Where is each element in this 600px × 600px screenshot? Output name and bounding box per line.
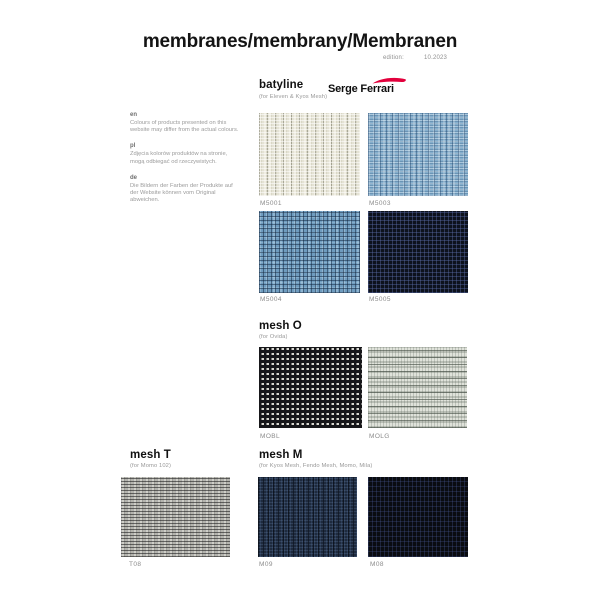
disclaimer-de-text: Die Bildern der Farben der Produkte auf der Website können vom Original abweichen. [130, 182, 233, 204]
section-subtitle-batyline: (for Eleven & Kyos Mesh) [259, 94, 328, 100]
swatch-code-m5005: M5005 [369, 296, 391, 303]
swatch-code-molg: MOLG [369, 433, 390, 440]
fabric-swatch-molg [368, 347, 467, 428]
swatch-code-m08: M08 [370, 561, 384, 568]
fabric-swatch-m09 [258, 477, 357, 557]
fabric-swatch-m5001 [259, 113, 360, 196]
section-subtitle-mesh-m: (for Kyos Mesh, Fendo Mesh, Momo, Mila) [259, 463, 373, 469]
swatch-code-m5004: M5004 [260, 296, 282, 303]
disclaimer-en-text: Colours of products presented on this website may differ from the actual colours. [130, 120, 239, 134]
disclaimer-pl-text: Zdjęcia kolorów produktów na stronie, mogą odbiegać od rzeczywistych. [130, 151, 228, 165]
disclaimer-de-label: de [130, 174, 138, 181]
fabric-swatch-t08 [121, 477, 230, 557]
fabric-swatch-m08 [368, 477, 468, 557]
edition-value: 10.2023 [424, 55, 448, 61]
fabric-swatch-mobl [259, 347, 362, 428]
swatch-code-t08: T08 [129, 561, 142, 568]
edition-label: edition: [383, 55, 404, 61]
section-title-mesh-o: mesh O [259, 320, 302, 332]
section-title-batyline: batyline [259, 79, 304, 91]
section-title-mesh-m: mesh M [259, 449, 303, 461]
disclaimer-pl-label: pl [130, 143, 136, 150]
serge-ferrari-logo [328, 76, 410, 96]
disclaimer-en-label: en [130, 112, 138, 118]
swatch-code-m5003: M5003 [369, 200, 391, 207]
section-subtitle-mesh-t: (for Momo 102) [130, 463, 172, 469]
fabric-swatch-m5004 [259, 211, 360, 293]
serge-ferrari-logo-text: Serge Ferrari [328, 83, 394, 95]
swatch-code-m5001: M5001 [260, 200, 282, 207]
section-title-mesh-t: mesh T [130, 449, 171, 461]
fabric-swatch-m5005 [368, 211, 468, 293]
disclaimer-block [130, 112, 240, 213]
swatch-code-mobl: MOBL [260, 433, 281, 440]
swatch-code-m09: M09 [259, 561, 273, 568]
section-subtitle-mesh-o: (for Ovida) [259, 334, 288, 340]
page-title: membranes/membrany/Membranen [142, 31, 458, 52]
fabric-swatch-m5003 [368, 113, 468, 196]
